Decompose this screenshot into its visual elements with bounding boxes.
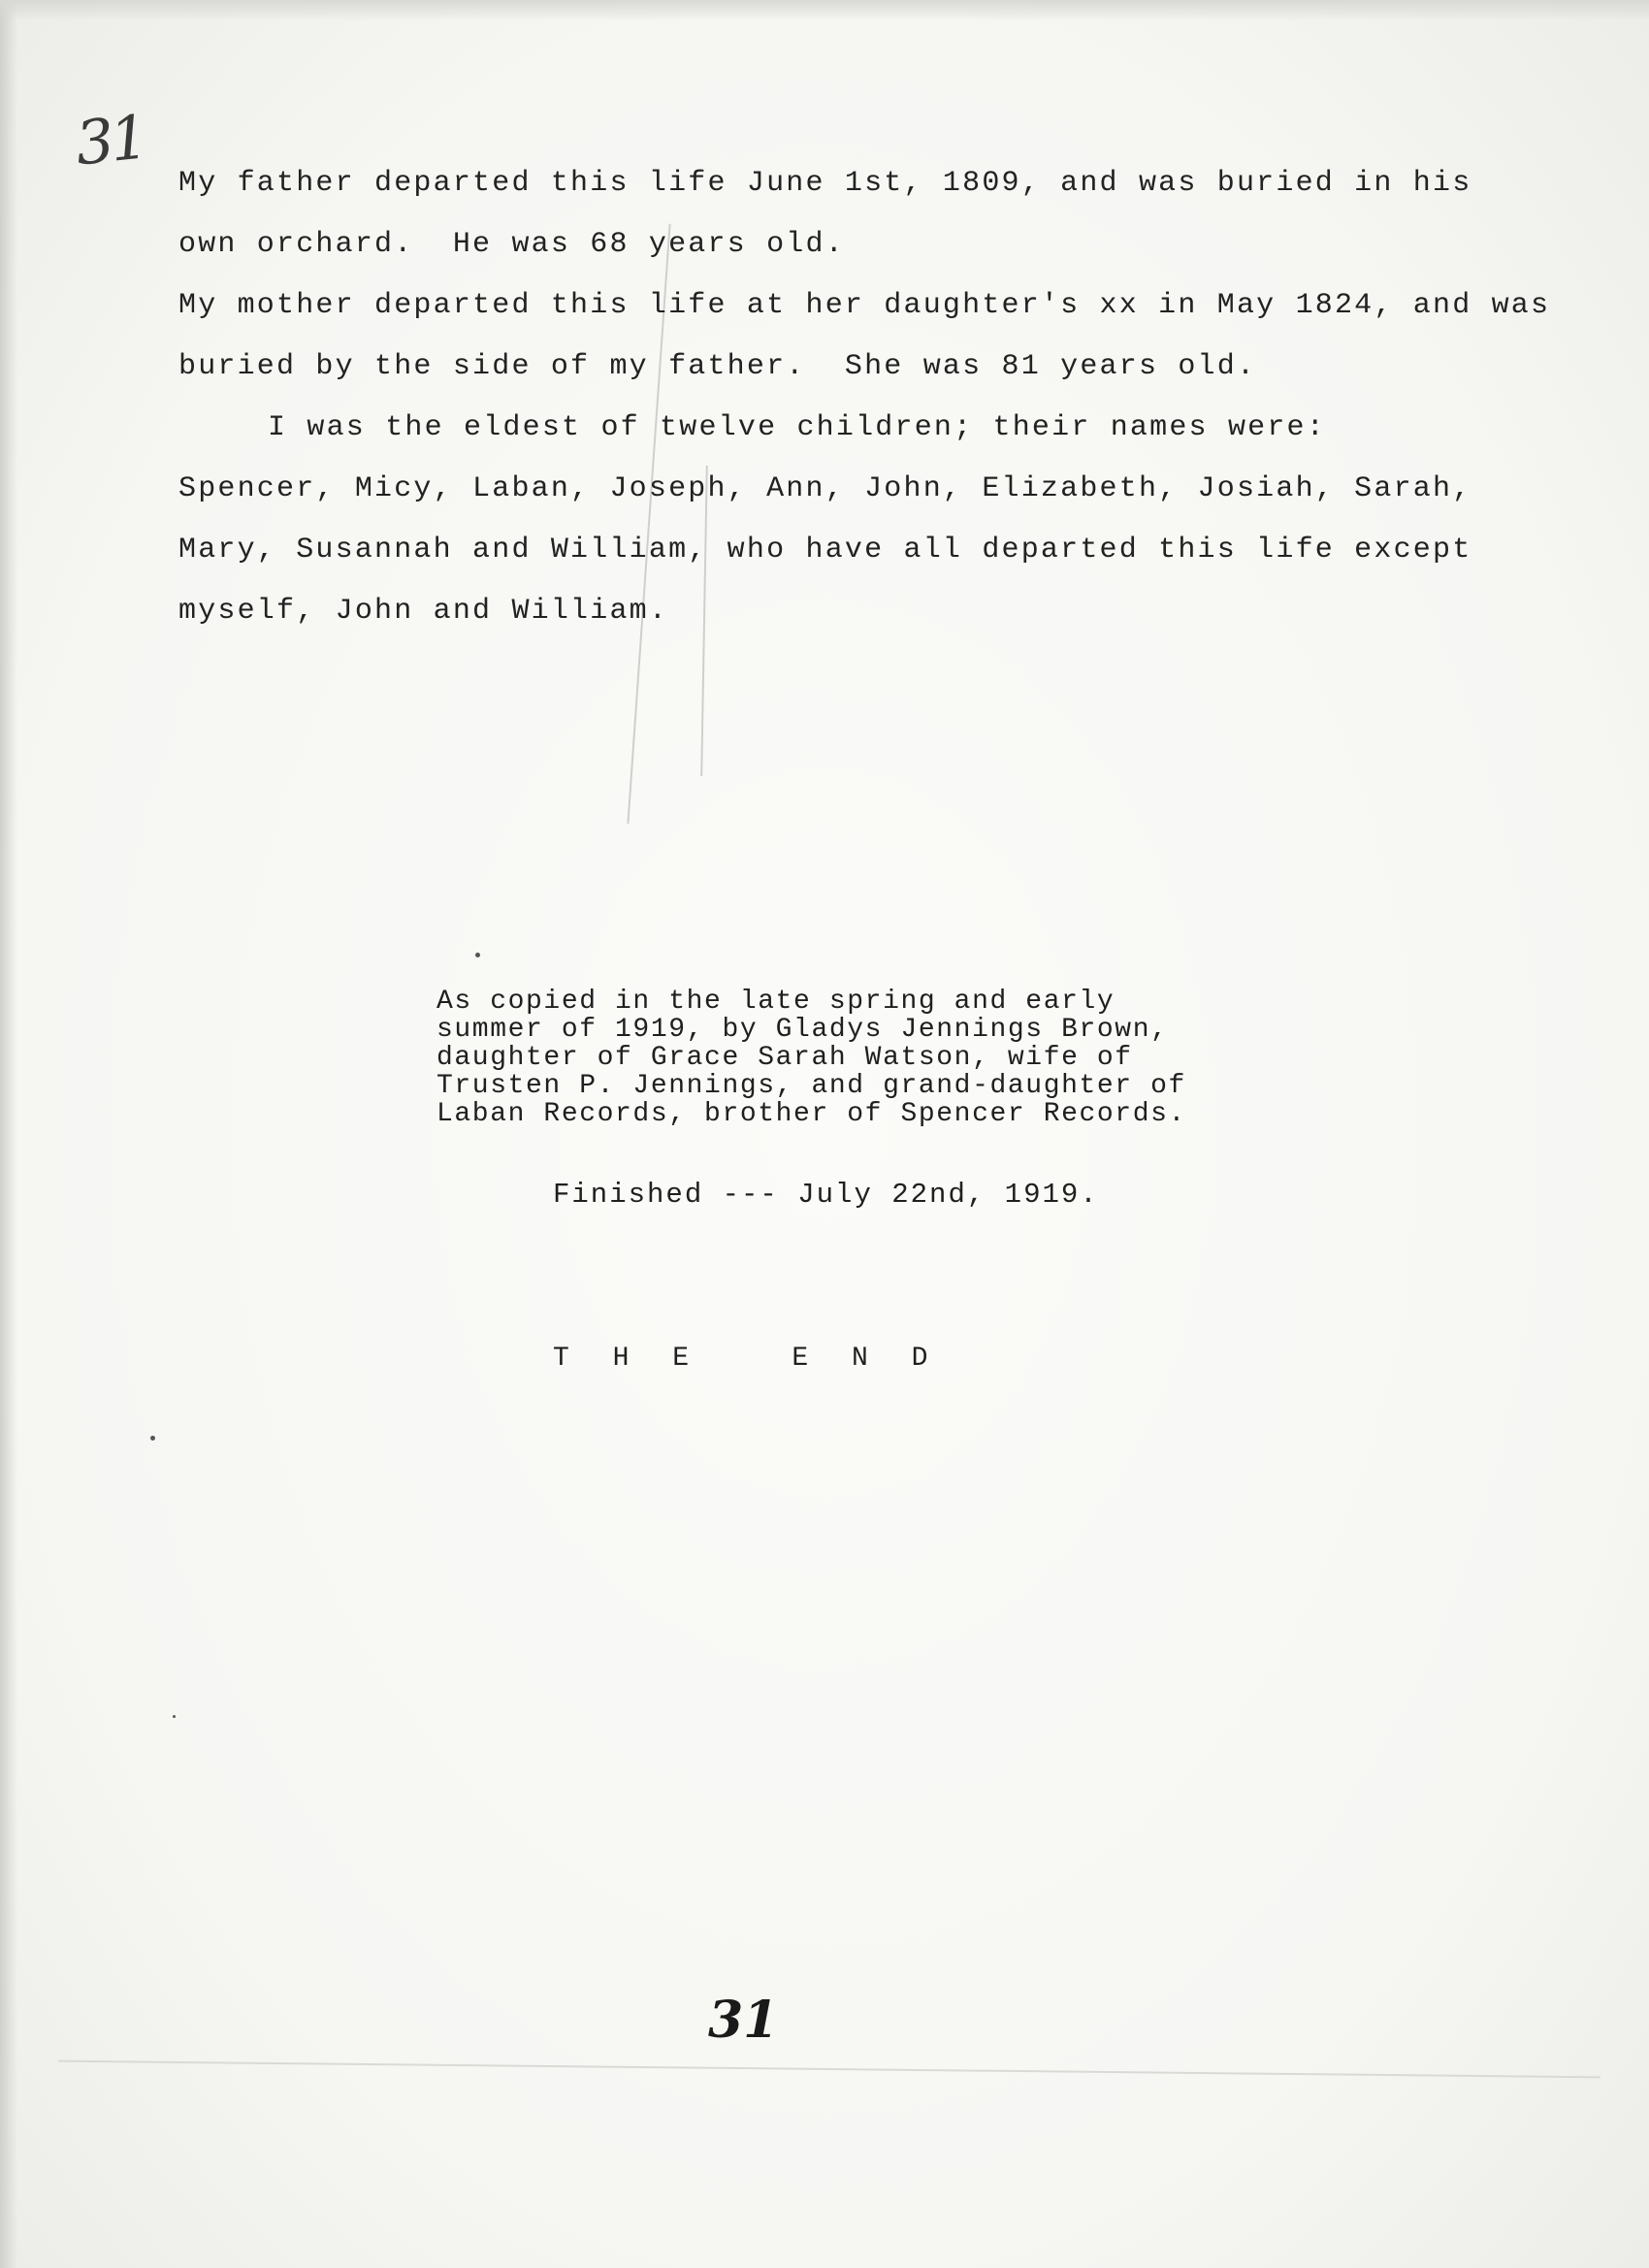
body-line: I was the eldest of twelve children; their names were: bbox=[268, 411, 1326, 444]
body-line: My mother departed this life at her daughter's xx in May 1824, and was bbox=[178, 289, 1551, 322]
attribution-line: daughter of Grace Sarah Watson, wife of bbox=[436, 1043, 1133, 1073]
margin-page-number: 31 bbox=[72, 101, 148, 179]
attribution-line: As copied in the late spring and early bbox=[436, 987, 1116, 1017]
body-text bbox=[178, 153, 1556, 642]
body-line: Mary, Susannah and William, who have all departed this life except bbox=[178, 534, 1472, 567]
paper-left-edge-shadow bbox=[0, 0, 17, 2268]
attribution-line: Laban Records, brother of Spencer Records. bbox=[436, 1099, 1186, 1129]
paper-top-edge-shadow bbox=[0, 0, 1649, 21]
attribution-line: Trusten P. Jennings, and grand-daughter of bbox=[436, 1071, 1186, 1101]
body-line: myself, John and William. bbox=[178, 595, 669, 628]
body-line: Spencer, Micy, Laban, Joseph, Ann, John, Elizabeth, Josiah, Sarah, bbox=[178, 472, 1472, 505]
ink-speck bbox=[150, 1436, 155, 1441]
finished-date: Finished --- July 22nd, 1919. bbox=[553, 1179, 1099, 1211]
attribution-block bbox=[436, 988, 1310, 1128]
ink-speck bbox=[173, 1715, 176, 1718]
body-line: buried by the side of my father. She was 81 years old. bbox=[178, 350, 1257, 383]
body-line: My father departed this life June 1st, 1809, and was buried in his bbox=[178, 167, 1472, 200]
attribution-line: summer of 1919, by Gladys Jennings Brown, bbox=[436, 1015, 1169, 1045]
the-end-heading: T H E E N D bbox=[553, 1344, 942, 1374]
body-line: own orchard. He was 68 years old. bbox=[178, 228, 845, 261]
page-number: 31 bbox=[708, 1991, 779, 2050]
ink-speck bbox=[475, 953, 480, 957]
